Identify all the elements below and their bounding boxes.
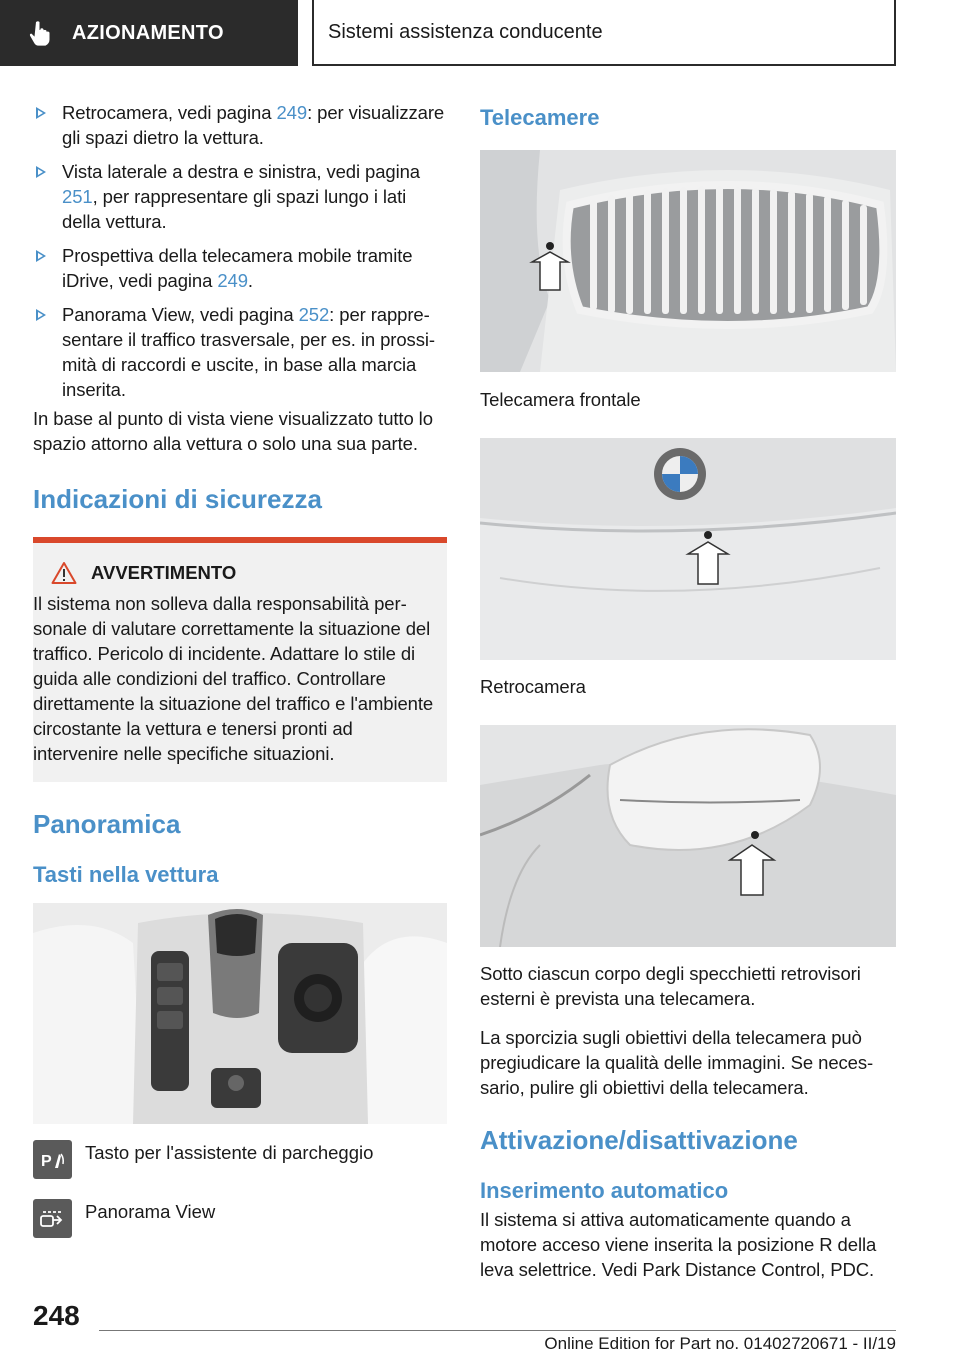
- chapter-title: Sistemi assistenza conducente: [312, 0, 896, 66]
- overview-heading: Panoramica: [33, 809, 181, 839]
- triangle-bullet-icon: [36, 107, 46, 119]
- rear-camera-caption: Retrocamera: [480, 676, 586, 697]
- front-grille-illustration: [480, 150, 896, 372]
- list-item: Panorama View, vedi pagina 252: per rappresentare il traffico trasversale, per es. in prossimità di raccordi e uscite, in base alla marcia inserita.: [33, 302, 447, 402]
- cameras-heading: Telecamere: [480, 105, 600, 130]
- buttons-heading: Tasti nella vettura: [33, 862, 219, 887]
- auto-heading: Inserimento automatico: [480, 1178, 729, 1203]
- safety-heading: Indicazioni di sicurezza: [33, 484, 322, 514]
- page-number: 248: [33, 1300, 80, 1331]
- warning-triangle-icon: [51, 561, 77, 585]
- dirt-paragraph: La sporcizia sugli obiettivi della telecamera può pregiudicare la qualità delle immagini. Se necessario, pulire gli obiettivi della telecamera.: [480, 1027, 874, 1098]
- console-illustration: [33, 903, 447, 1124]
- left-column: [33, 100, 447, 1238]
- panorama-view-icon: [33, 1199, 72, 1238]
- front-camera-image: [480, 150, 896, 372]
- triangle-bullet-icon: [36, 309, 46, 321]
- side-camera-paragraph: Sotto ciascun corpo degli specchietti retrovisori esterni è prevista una telecamera.: [480, 963, 861, 1009]
- footer-divider: [99, 1330, 896, 1331]
- list-item: Vista laterale a destra e sinistra, vedi pagina 251, per rappresentare gli spazi lungo i lati della vettura.: [33, 159, 447, 234]
- list-item: Prospettiva della telecamera mobile tramite iDrive, vedi pagina 249.: [33, 243, 447, 293]
- section-title: AZIONAMENTO: [72, 21, 224, 44]
- warning-text: Il sistema non solleva dalla responsabilità personale di valutare correttamente la situazione del traffico. Pericolo di incidente. Adattare lo stile di guida alle condizioni del traffico. Controllare direttamente la situazione del traffico e l'ambiente circostante la vettura e tenersi pronti ad intervenire nelle specifiche situazioni.: [33, 593, 434, 764]
- hand-pointer-icon: [28, 20, 52, 46]
- list-item: Retrocamera, vedi pagina 249: per visualizzare gli spazi dietro la vettura.: [33, 100, 447, 150]
- bullet-list: [33, 100, 447, 402]
- page-link[interactable]: 249: [217, 270, 248, 291]
- page-link[interactable]: 252: [298, 304, 330, 325]
- auto-paragraph: Il sistema si attiva automaticamente quando a motore acceso viene inserita la posizione R della leva selettrice. Vedi Park Distance Control, PDC.: [480, 1209, 877, 1280]
- page-link[interactable]: 249: [276, 102, 308, 123]
- edition-note: Online Edition for Part no. 01402720671 - II/19: [544, 1334, 896, 1353]
- warning-header: [33, 561, 435, 585]
- parking-assistant-label: Tasto per l'assistente di parcheggio: [85, 1142, 374, 1163]
- front-camera-caption: Telecamera frontale: [480, 389, 641, 410]
- warning-label: AVVERTIMENTO: [91, 562, 237, 583]
- side-mirror-illustration: [480, 725, 896, 947]
- triangle-bullet-icon: [36, 250, 46, 262]
- side-camera-image: [480, 725, 896, 947]
- activation-heading: Attivazione/disattivazione: [480, 1125, 798, 1155]
- page-link[interactable]: 251: [62, 186, 93, 207]
- triangle-bullet-icon: [36, 166, 46, 178]
- svg-text:P: P: [40, 1152, 52, 1170]
- rear-trunk-illustration: [480, 438, 896, 660]
- warning-box: [33, 537, 447, 782]
- button-legend-row: [33, 1140, 447, 1179]
- console-image: [33, 903, 447, 1124]
- right-column: [480, 100, 896, 1282]
- section-tab: [0, 0, 298, 66]
- page-header: [0, 0, 960, 66]
- button-legend-row: [33, 1199, 447, 1238]
- rear-camera-image: [480, 438, 896, 660]
- intro-paragraph: In base al punto di vista viene visualizzato tutto lo spazio attorno alla vettura o solo una sua parte.: [33, 408, 433, 454]
- panorama-view-label: Panorama View: [85, 1201, 216, 1222]
- parking-assistant-icon: [33, 1140, 72, 1179]
